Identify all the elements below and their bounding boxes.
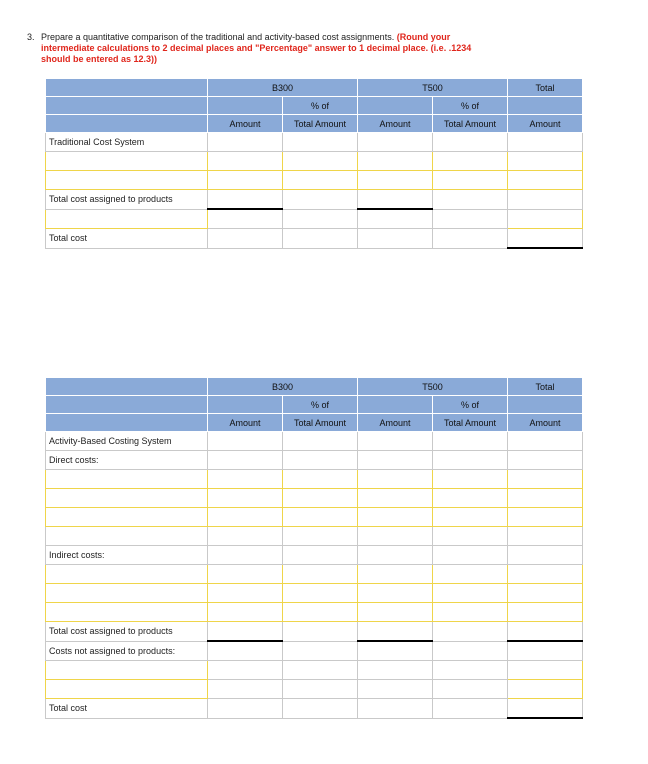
amount-input[interactable] [508,603,583,622]
pct-input[interactable] [433,470,508,489]
cell [358,546,433,565]
cell [433,546,508,565]
label-input[interactable] [46,508,208,527]
cell [283,190,358,210]
cell [208,451,283,470]
cell [208,229,283,249]
header-blank [46,396,208,414]
cell [208,209,283,229]
cell [283,451,358,470]
cell [208,432,283,451]
input-row [46,603,583,622]
total-cost-row [46,699,583,719]
pct-input[interactable] [433,603,508,622]
input-row [46,209,583,229]
cell [508,622,583,642]
amount-input[interactable] [508,584,583,603]
pct-input[interactable] [283,508,358,527]
header-blank [46,414,208,432]
cell [283,229,358,249]
cell [283,699,358,719]
amount-input[interactable] [208,603,283,622]
cell [283,680,358,699]
total-assigned-row [46,190,583,210]
cell [283,661,358,680]
label-input[interactable] [46,661,208,680]
header-blank [358,396,433,414]
input-row [46,565,583,584]
input-row [46,508,583,527]
question-prompt: Prepare a quantitative comparison of the traditional and activity-based cost assignments. [41,32,395,42]
header-blank [46,97,208,115]
header-pct-of: % of [283,97,358,115]
header-total-amount: Total Amount [283,414,358,432]
section-row [46,133,583,152]
header-blank [358,97,433,115]
cell [433,661,508,680]
indirect-costs-label: Indirect costs: [46,546,208,565]
header-amount: Amount [208,414,283,432]
label-input[interactable] [46,152,208,171]
pct-input[interactable] [433,584,508,603]
cell [433,209,508,229]
label-input[interactable] [46,489,208,508]
input-row [46,470,583,489]
total-assigned-row [46,622,583,642]
label-input[interactable] [46,209,208,229]
header-row-products [46,79,583,97]
header-total-amount: Total Amount [433,115,508,133]
input-row [46,661,583,680]
pct-input[interactable] [283,470,358,489]
cell [508,133,583,152]
header-row-pct [46,396,583,414]
header-row-pct [46,97,583,115]
pct-input[interactable] [433,152,508,171]
amount-input[interactable] [208,171,283,190]
pct-input[interactable] [283,171,358,190]
section-row [46,432,583,451]
cell [208,622,283,642]
pct-input[interactable] [433,508,508,527]
input-row [46,171,583,190]
abc-cost-table [45,377,583,719]
cell [208,641,283,661]
amount-input[interactable] [508,171,583,190]
question-text [41,32,501,65]
header-blank [508,97,583,115]
pct-input[interactable] [283,152,358,171]
header-blank [508,396,583,414]
amount-input[interactable] [358,489,433,508]
header-b300: B300 [208,79,358,97]
header-total: Total [508,79,583,97]
amount-input[interactable] [358,171,433,190]
cell [358,527,433,546]
pct-input[interactable] [283,489,358,508]
amount-input[interactable] [208,470,283,489]
indirect-costs-row [46,546,583,565]
traditional-cost-table [45,78,583,249]
amount-input[interactable] [358,470,433,489]
amount-input[interactable] [358,508,433,527]
cell [508,451,583,470]
amount-input[interactable] [208,152,283,171]
header-pct-of: % of [283,396,358,414]
cell [358,622,433,642]
header-blank [46,378,208,396]
cell [508,190,583,210]
header-b300: B300 [208,378,358,396]
cell [283,133,358,152]
amount-input[interactable] [508,152,583,171]
cell [358,661,433,680]
amount-input[interactable] [508,508,583,527]
cell [508,699,583,719]
total-assigned-label: Total cost assigned to products [46,190,208,210]
header-blank [208,396,283,414]
pct-input[interactable] [433,489,508,508]
cell [283,209,358,229]
cell [433,699,508,719]
label-input[interactable] [46,171,208,190]
cell [283,622,358,642]
header-pct-of: % of [433,97,508,115]
pct-input[interactable] [433,171,508,190]
cell [433,432,508,451]
cell [433,680,508,699]
header-amount: Amount [508,115,583,133]
cell [283,641,358,661]
header-blank [46,79,208,97]
cell [208,699,283,719]
amount-input[interactable] [208,489,283,508]
cell [433,622,508,642]
header-row-amount [46,115,583,133]
header-total-amount: Total Amount [283,115,358,133]
header-pct-of: % of [433,396,508,414]
cell [358,432,433,451]
cell [208,661,283,680]
amount-input[interactable] [208,508,283,527]
cell [358,229,433,249]
pct-input[interactable] [433,565,508,584]
cell [208,680,283,699]
pct-input[interactable] [283,603,358,622]
total-assigned-label: Total cost assigned to products [46,622,208,642]
cell [433,190,508,210]
direct-costs-label: Direct costs: [46,451,208,470]
cell [208,133,283,152]
cell [358,209,433,229]
input-row [46,584,583,603]
cell [46,527,208,546]
section-label: Traditional Cost System [46,133,208,152]
amount-input[interactable] [358,565,433,584]
cell [358,641,433,661]
total-cost-row [46,229,583,249]
amount-input[interactable] [208,584,283,603]
not-assigned-row [46,641,583,661]
cell [358,133,433,152]
amount-input[interactable] [508,680,583,699]
header-amount: Amount [208,115,283,133]
amount-input[interactable] [508,209,583,229]
amount-input[interactable] [208,565,283,584]
cell [358,680,433,699]
cell [433,527,508,546]
cell [283,432,358,451]
cell [358,190,433,210]
cell [208,190,283,210]
cell [283,527,358,546]
amount-input[interactable] [358,603,433,622]
label-input[interactable] [46,565,208,584]
label-input[interactable] [46,470,208,489]
header-row-products [46,378,583,396]
cell [358,451,433,470]
header-blank [208,97,283,115]
cell [208,546,283,565]
input-row [46,152,583,171]
label-input[interactable] [46,603,208,622]
amount-input[interactable] [358,152,433,171]
amount-input[interactable] [358,584,433,603]
amount-input[interactable] [508,565,583,584]
amount-input[interactable] [508,470,583,489]
section-label: Activity-Based Costing System [46,432,208,451]
question-instruction: (Round your intermediate calculations to 2 decimal places and "Percentage" answer to 1 decimal place. (i.e. .1234 should be entered as 12.3)) [41,32,472,64]
amount-input[interactable] [508,489,583,508]
cell [508,546,583,565]
header-total: Total [508,378,583,396]
cell [508,432,583,451]
spacer-row [46,527,583,546]
total-cost-label: Total cost [46,229,208,249]
header-amount: Amount [508,414,583,432]
cell [208,527,283,546]
total-cost-label: Total cost [46,699,208,719]
label-input[interactable] [46,680,208,699]
cell [283,546,358,565]
header-amount: Amount [358,115,433,133]
cell [508,527,583,546]
amount-input[interactable] [508,661,583,680]
cell [433,133,508,152]
not-assigned-label: Costs not assigned to products: [46,641,208,661]
header-total-amount: Total Amount [433,414,508,432]
header-row-amount [46,414,583,432]
header-t500: T500 [358,378,508,396]
cell [433,451,508,470]
pct-input[interactable] [283,584,358,603]
direct-costs-row [46,451,583,470]
input-row [46,680,583,699]
input-row [46,489,583,508]
cell [508,229,583,249]
cell [433,641,508,661]
pct-input[interactable] [283,565,358,584]
header-t500: T500 [358,79,508,97]
question-number: 3. [27,32,35,42]
label-input[interactable] [46,584,208,603]
cell [358,699,433,719]
cell [433,229,508,249]
header-amount: Amount [358,414,433,432]
header-blank [46,115,208,133]
cell [508,641,583,661]
